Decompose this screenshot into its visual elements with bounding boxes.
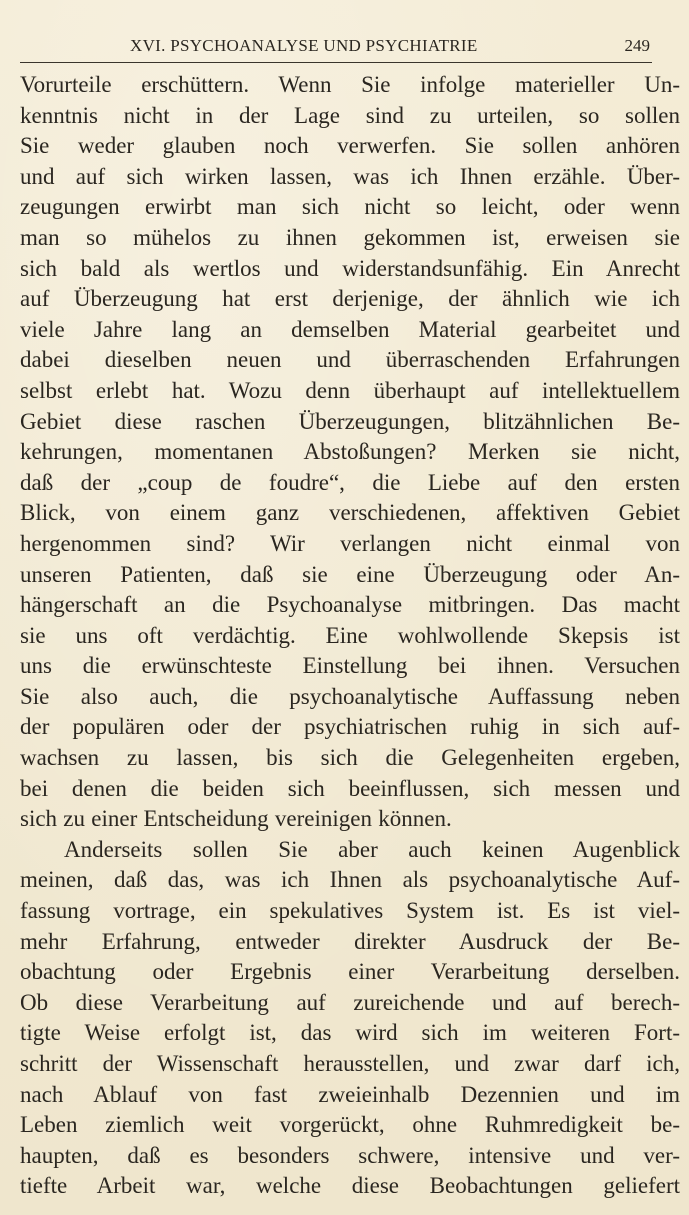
text-line: meinen, daß das, was ich Ihnen als psychoanalytische Auf-: [20, 867, 680, 893]
page-number: 249: [624, 36, 650, 55]
text-line: Sie also auch, die psychoanalytische Auffassung neben: [20, 683, 680, 709]
text-line: Vorurteile erschüttern. Wenn Sie infolge materieller Un-: [20, 72, 680, 97]
text-line: kenntnis nicht in der Lage sind zu urteilen, so sollen: [20, 102, 680, 128]
text-line: dabei dieselben neuen und überraschenden Erfahrungen: [20, 347, 680, 373]
text-line: Blick, von einem ganz verschiedenen, affektiven Gebiet: [20, 500, 680, 526]
text-line: obachtung oder Ergebnis einer Verarbeitung derselben.: [20, 959, 680, 985]
paragraph-end-line: sich zu einer Entscheidung vereinigen können.: [20, 806, 452, 832]
text-line: daß der „coup de foudre“, die Liebe auf den ersten: [20, 469, 680, 495]
text-line: mehr Erfahrung, entweder direkter Ausdruck der Be-: [20, 928, 680, 954]
text-line: bei denen die beiden sich beeinflussen, sich messen und: [20, 775, 680, 801]
running-header: [20, 36, 652, 63]
paragraph-start-line: Anderseits sollen Sie aber auch keinen Augenblick: [64, 836, 680, 862]
text-line: viele Jahre lang an demselben Material gearbeitet und: [20, 316, 680, 342]
text-line: nach Ablauf von fast zweieinhalb Dezennien und im: [20, 1081, 680, 1107]
text-line: tigte Weise erfolgt ist, das wird sich im weiteren Fort-: [20, 1020, 680, 1046]
text-line: haupten, daß es besonders schwere, intensive und ver-: [20, 1142, 680, 1168]
text-line: sich bald als wertlos und widerstandsunfähig. Ein Anrecht: [20, 255, 680, 281]
text-line: auf Überzeugung hat erst derjenige, der ähnlich wie ich: [20, 286, 680, 312]
text-line: kehrungen, momentanen Abstoßungen? Merken sie nicht,: [20, 439, 680, 465]
text-line: wachsen zu lassen, bis sich die Gelegenheiten ergeben,: [20, 745, 680, 771]
text-line: fassung vortrage, ein spekulatives System ist. Es ist viel-: [20, 898, 680, 924]
text-line: zeugungen erwirbt man sich nicht so leicht, oder wenn: [20, 194, 680, 220]
text-line: Leben ziemlich weit vorgerückt, ohne Ruhmredigkeit be-: [20, 1112, 680, 1138]
text-line: Ob diese Verarbeitung auf zureichende und auf berech-: [20, 989, 680, 1015]
text-line: tiefte Arbeit war, welche diese Beobachtungen geliefert: [20, 1173, 680, 1199]
text-line: der populären oder der psychiatrischen ruhig in sich auf-: [20, 714, 680, 740]
text-line: hergenommen sind? Wir verlangen nicht einmal von: [20, 530, 680, 556]
body-text: [20, 70, 680, 1202]
text-line: uns die erwünschteste Einstellung bei ihnen. Versuchen: [20, 653, 680, 679]
text-line: schritt der Wissenschaft herausstellen, und zwar darf ich,: [20, 1051, 680, 1076]
text-line: man so mühelos zu ihnen gekommen ist, erweisen sie: [20, 224, 680, 250]
text-line: Sie weder glauben noch verwerfen. Sie sollen anhören: [20, 133, 680, 159]
text-line: sie uns oft verdächtig. Eine wohlwollende Skepsis ist: [20, 622, 680, 648]
text-line: hängerschaft an die Psychoanalyse mitbringen. Das macht: [20, 592, 680, 618]
text-line: Gebiet diese raschen Überzeugungen, blitzähnlichen Be-: [20, 408, 680, 434]
text-line: unseren Patienten, daß sie eine Überzeugung oder An-: [20, 561, 680, 587]
running-title: XVI. PSYCHOANALYSE UND PSYCHIATRIE: [130, 36, 478, 55]
text-line: selbst erlebt hat. Wozu denn überhaupt auf intellektuellem: [20, 377, 680, 403]
text-line: und auf sich wirken lassen, was ich Ihnen erzähle. Über-: [20, 163, 680, 189]
